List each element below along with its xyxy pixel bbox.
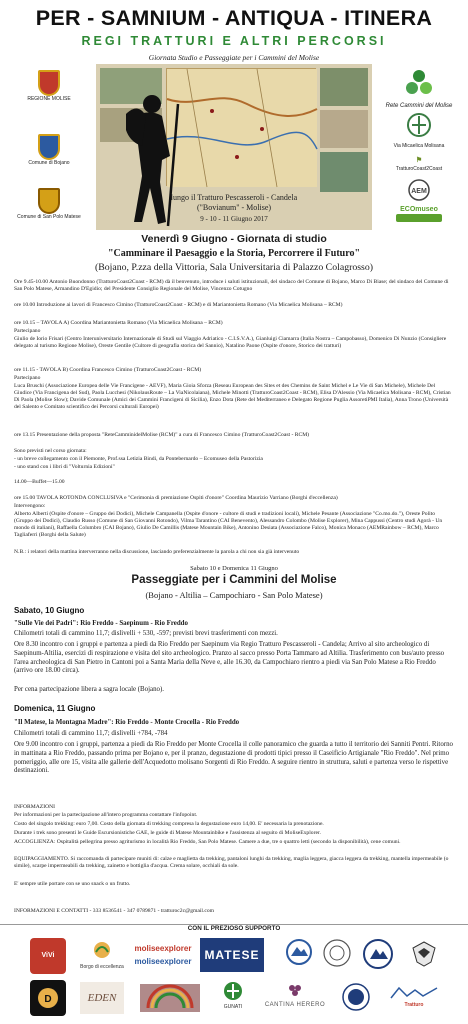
logo-tratturo-c2c: ⚑ TratturoCoast2Coast <box>384 152 454 172</box>
regione-crest-icon <box>38 70 60 96</box>
sponsor-gunati: GUNATI <box>218 980 248 1016</box>
saturday-walk-description: Ore 8.30 incontro con i gruppi e partenza a piedi da Rio Freddo per Saepinum via Regio Tratturo Pescasseroli - Candela; Arrivo al sito archeologico di Saepinum-Altilia, esercizi di respirazione e visita del sito archeologico. Pranzo al sacco presso Porta Tammaro ad Altilia. Trasferimento con bus/auto presso l'area archeologica di San Pietro in Cantoni poi a Santa Maria della Neve e, alle 16.30, da Campochiaro rientro a piedi via San Polo Matese a Rio Freddo (arrivo ore 18.00 circa). <box>14 641 445 675</box>
sponsor-molise-slow <box>30 980 66 1016</box>
poster-tagline: Giornata Studio e Passeggiate per i Cammini del Molise <box>148 53 320 62</box>
bojano-crest-icon <box>38 134 60 160</box>
round-table-label: Intervengono: <box>14 503 46 509</box>
poster-subtitle: REGI TRATTURI E ALTRI PERCORSI <box>81 34 387 48</box>
ecomuseo-bar-icon <box>396 214 442 222</box>
cai-bojano-icon <box>362 938 394 970</box>
sponsor-vivi-bojano: ViVi <box>30 938 66 974</box>
saturday-heading: Sabato, 10 Giugno <box>14 606 85 615</box>
poster-title: PER - SAMNIUM - ANTIQUA - ITINERA <box>35 6 433 30</box>
logo-comune-bojano: Comune di Bojano <box>14 134 84 166</box>
sponsor-san-polo <box>340 982 372 1014</box>
walks-title: Passeggiate per i Cammini del Molise <box>131 574 337 586</box>
via-micaelica-icon <box>406 112 432 138</box>
tavola-b-participants: Luca Bruschi (Associazione Europea delle Vie Francigene - AEVF), Maria Gioia Sforza (Reseau European des Sites et des Chemins de Saint Michel e Le Vie di San Michele), Michele Del Giudice (Via Francigena del Sud), Paola Lucchesi (NikolausRoute – La ViaNicolaiana), Michele Minotti (TratturoCoast2Coast - RCM), Elisa D'Alessio (Via Micaelica Molisana - RCM), Cristian Di Paola (Molise Slow); Davide Comunale (Amici dei Cammini Francigeni di Sicilia), Enzo Dota (Rete del Mediterraneo e Delegato Regione Puglia AssoretiPMI Italia), Anna Trono (Università del Salento e Comitato scientifico dei Percorsi culturali Europei) <box>14 383 451 411</box>
sponsor-aem-rainbow <box>140 984 200 1012</box>
rete-cammini-icon <box>404 68 434 98</box>
logo-regione-molise: REGIONE MOLISE <box>14 70 84 102</box>
svg-text:D: D <box>44 994 52 1005</box>
study-day-place: (Bojano, P.zza della Vittoria, Sala Universitaria di Palazzo Colagrosso) <box>94 262 374 273</box>
cai-icon <box>285 938 313 966</box>
logo-via-micaelica: Via Micaelica Molisana <box>384 112 454 149</box>
sunday-heading: Domenica, 11 Giugno <box>14 704 96 713</box>
program-welcome: Ore 9.45-10.00 Antonio Buondonno (TratturoCoast2Coast - RCM) dà il benvenuto, introduce i saluti istituzionali, del sindaco del Comune di Bojano, Marco Di Biase; del sindaco del Comune di San Polo Matese, Armandino D'Egidio; del Presidente Consiglio Regionale del Molise, Vincenzo Cotugno <box>14 279 449 293</box>
logo-comune-san-polo: Comune di San Polo Matese <box>14 188 84 220</box>
study-day-theme: "Camminare il Paesaggio e la Storia, Percorrere il Futuro" <box>107 248 361 259</box>
molise-slow-icon <box>30 980 66 1016</box>
aem-icon <box>407 178 431 202</box>
info-line-6: E' sempre utile portare con se uno snack o un frutto. <box>14 881 131 887</box>
logo-aem <box>384 178 454 207</box>
eagle-emblem-icon <box>407 938 441 968</box>
banner-line-1: lungo il Tratturo Pescasseroli - Candela <box>170 193 298 202</box>
extras-link: - un breve collegamento con il Piemonte, Prof.ssa Letizia Bindi, da Pontebernardo – Ecomuseo della Pastorizia <box>14 456 263 462</box>
rcm-presentation: ore 13.15 Presentazione della proposta "ReteCamminidelMolise (RCM)" a cura di Francesco Cimino (TratturoCoast2Coast - RCM) <box>14 432 310 438</box>
sponsor-moliseexplorer: moliseexplorer moliseexplorer <box>134 944 192 966</box>
info-line-1: Per informazioni per la partecipazione all'intero programma contattare l'infopoint. <box>14 812 198 818</box>
round-table-note: N.B.: i relatori della mattina interverranno nella discussione, lasciando preferenzialmente la parola a chi non sia già intervenuto <box>14 549 300 555</box>
san-polo-crest-icon <box>38 188 60 214</box>
saturday-walk-name: "Sulle Vie dei Padri": Rio Freddo - Saepinum - Rio Freddo <box>14 620 188 627</box>
sponsor-eden: EDEN <box>80 982 124 1014</box>
grape-icon <box>285 980 305 1000</box>
san-polo-seal-icon <box>341 982 371 1012</box>
tavola-a-participants: Giulio de Iorio Frisari (Centro Interuniversitario Internazionale di Studi sul Viaggio Adriatico - C.I.S.V.A.), Gianluigi Ciamarra (Italia Nostra – Campobasso), Domenico Di Nunzio (Consigliere delegato al turismo Regione Molise), Oreste Gentile (Cultore di geografia storica del Sannio), Natalino Paone (Ospite d'onore, Storico dei tratturi) <box>14 336 447 350</box>
sponsor-gruppo-dodici <box>320 938 354 972</box>
logo-ecomuseo: ECOmuseo <box>384 206 454 222</box>
sponsor-associazione <box>404 938 444 972</box>
sponsor-cantina-herero: CANTINA HERERO <box>262 980 328 1016</box>
program-intro: ore 10.00 Introduzione ai lavori di Francesco Cimino (TratturoCoast2Coast - RCM) e di Mariantonietta Romano (Via Micaelica Molisana – RCM) <box>14 302 343 308</box>
tavola-b-participants-label: Partecipano <box>14 375 41 381</box>
sunday-walk-name: "Il Matese, la Montagna Madre": Rio Freddo - Monte Crocella - Rio Freddo <box>14 719 240 726</box>
saturday-walk-note: Per cena partecipazione libera a sagra locale (Bojano). <box>14 686 164 693</box>
sunday-walk-stats: Chilometri totali di cammino 11,7; dislivelli +784, -784 <box>14 730 168 737</box>
extras-label: Sono previsti nel corso giornata: <box>14 448 87 454</box>
buffet: 14.00—Buffet—15.00 <box>14 479 65 485</box>
extras-books: - uno stand con i libri di "Volturnia Edizioni" <box>14 464 115 470</box>
gruppo-dodici-icon <box>322 938 352 968</box>
tavola-a-participants-label: Partecipano <box>14 328 41 334</box>
sponsor-cai <box>284 938 314 972</box>
svg-text:AEM: AEM <box>411 188 427 195</box>
aem-rainbow-icon <box>140 984 200 1012</box>
walks-route: (Bojano - Altilia – Campochiaro - San Polo Matese) <box>145 590 323 600</box>
sunday-walk-description: Ore 9.00 incontro con i gruppi, partenza a piedi da Rio Freddo per Monte Crocella il colle panoramico che guarda a tutto il territorio dei Sanniti Pentri. Ritorno in mattinata a Rio Freddo, passando prima per Bojano e, per il pranzo, degustazione di prodotti tipici presso il Caseificio Artigianale "Rio Freddo". Nel primo pomeriggio, alle ore 15, visita alle gallerie dell'Acquedotto molisano Sorgenti di Rio Freddo. A seguire rientro in struttura, saluti e partenza verso le rispettive destinazioni. <box>14 741 453 775</box>
walks-date: Sabato 10 e Domenica 11 Giugno <box>190 565 278 572</box>
info-line-2: Costo del singolo trekking: euro 7,00. Costo della giornata di trekking compresa la degustazione euro 14,00. E' necessaria la prenotazione. <box>14 821 324 827</box>
info-line-3: Durante i trek sono presenti le Guide Escursionistiche GAE, le guide di Matese Mountainbike e l'assistenza al seguito di MoliseExplorer. <box>14 830 321 836</box>
support-title: CON IL PREZIOSO SUPPORTO <box>187 925 281 932</box>
borgo-icon <box>92 940 112 960</box>
tavola-a-heading: ore 10.15 – TAVOLA A) Coordina Mariantonietta Romano (Via Micaelica Molisana – RCM) <box>14 320 223 326</box>
tratturo-logo-icon <box>389 986 439 1000</box>
tavola-b-heading: ore 11.15 - TAVOLA B) Coordina Francesco Cimino (TratturoCoast2Coast - RCM) <box>14 367 202 373</box>
saturday-walk-stats: Chilometri totali di cammino 11,7; dislivelli + 530, -597; previsti brevi trasferimenti con mezzi. <box>14 630 278 637</box>
study-day-heading: Venerdì 9 Giugno - Giornata di studio <box>141 233 327 245</box>
hero-banner <box>96 64 372 230</box>
tratturo-c2c-icon: ⚑ <box>415 157 423 164</box>
sponsor-matese: MATESE <box>200 938 264 972</box>
banner-line-2: ("Bovianum" - Molise) <box>196 203 272 212</box>
banner-route <box>96 193 372 202</box>
gunati-icon <box>222 980 244 1002</box>
info-line-4: ACCOGLIENZA: Ospitalità pellegrina presso agriturismo in località Rio Freddo, San Polo Matese. Camere a due, tre o quattro letti (secondo la disponibilità), cene comuni. <box>14 839 401 845</box>
round-table-heading: ore 15.00 TAVOLA ROTONDA CONCLUSIVA e "Cerimonia di premiazione Ospiti d'onore" Coordina Maurizio Varriano (Borghi d'eccellenza) <box>14 495 338 501</box>
logo-rete-cammini: Rete Cammini del Molise <box>384 68 454 109</box>
sponsor-tratturo: Tratturo <box>384 986 444 1010</box>
sponsor-borgo-eccellenza: Borgo di eccellenza <box>80 936 124 976</box>
info-line-5: EQUIPAGGIAMENTO. Si raccomanda di partecipare muniti di: calze e maglietta da trekking, pantaloni lunghi da trekking, maglia leggera, giacca leggera da trekking, mantella impermeabile (o simile), scarpe impermeabili da trekking, zainetto e bottiglia d'acqua. Crema solare, occhiali da sole. <box>14 856 449 870</box>
contacts: INFORMAZIONI E CONTATTI - 333 8536541 - 347 0789871 - tratturoc2c@gmail.com <box>14 908 214 914</box>
banner-dates: 9 - 10 - 11 Giugno 2017 <box>200 215 268 223</box>
round-table-participants: Alberto Alberti (Ospite d'onore – Gruppo dei Dodici), Michele Campanella (Ospite d'onore - cultore di studi e tradizioni locali), Michele Pesante (Associazione "Co.mo.do."), Oreste Polito (Gruppo dei Dodici), Claudio Russo (Comune di San Giovanni Rotondo), Vilma Tarantino (CAI Benevento), Alessandro Colombo (Molise Explorer), Mina Cappussi (Centro studi Agorà - Un mondo di italiani), Raffaella Columbro (CAI Bojano), Giulio De Camillis (Matese Mountain Bike), Antonino Desiata (Associazione Falco), Monica Monaco (AEMRainbow – RCM), Marco Tagliaferri (Borghi della Salute) <box>14 511 443 539</box>
info-heading: INFORMAZIONI <box>14 804 56 810</box>
sponsor-cai-bojano <box>360 938 396 972</box>
